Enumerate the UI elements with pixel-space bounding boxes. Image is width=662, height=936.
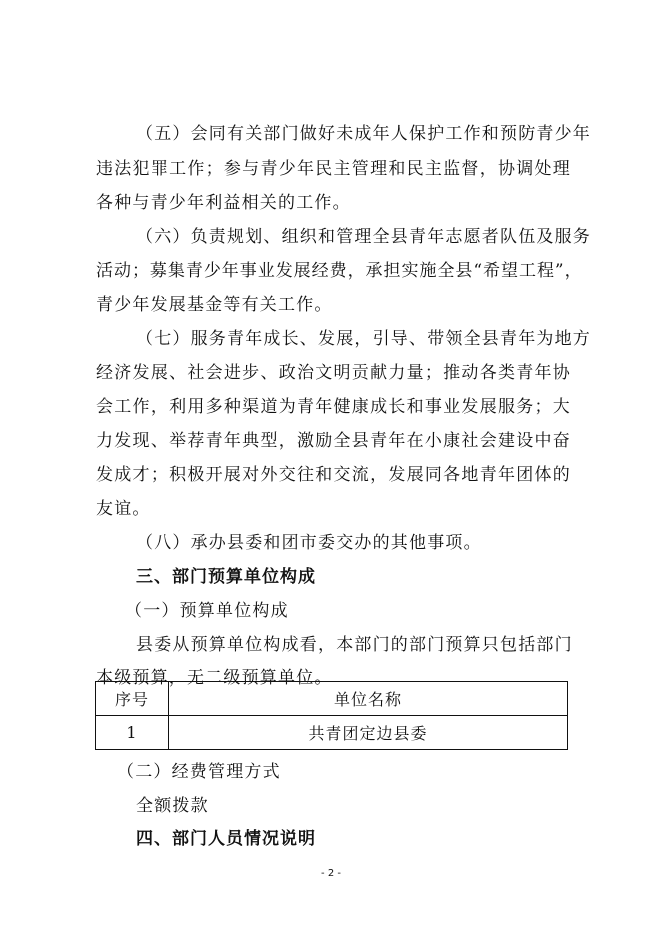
paragraph-5-line-2: 违法犯罪工作；参与青少年民主管理和民主监督，协调处理 — [96, 159, 571, 179]
table-header-row — [96, 682, 568, 716]
paragraph-6-line-3: 青少年发展基金等有关工作。 — [96, 295, 333, 315]
section-4-heading: 四、部门人员情况说明 — [136, 829, 316, 849]
subsection-1-heading: （一）预算单位构成 — [125, 601, 289, 621]
table-cell-index: 1 — [96, 716, 169, 750]
section-3-heading: 三、部门预算单位构成 — [136, 567, 316, 587]
paragraph-6-line-2: 活动；募集青少年事业发展经费，承担实施全县“希望工程”， — [96, 261, 582, 281]
subsection-2-text: 全额拨款 — [136, 796, 209, 816]
paragraph-7-line-3: 会工作，利用多种渠道为青年健康成长和事业发展服务；大 — [96, 397, 571, 417]
paragraph-7-line-1: （七）服务青年成长、发展，引导、带领全县青年为地方 — [136, 329, 591, 349]
subsection-1-text-line-1: 县委从预算单位构成看，本部门的部门预算只包括部门 — [136, 635, 573, 655]
page-number: - 2 - — [321, 868, 341, 879]
subsection-2-heading: （二）经费管理方式 — [117, 762, 281, 782]
paragraph-6-line-1: （六）负责规划、组织和管理全县青年志愿者队伍及服务 — [136, 227, 591, 247]
paragraph-7-line-6: 友谊。 — [96, 499, 151, 519]
table-header-index: 序号 — [96, 682, 169, 716]
table-header-unit-name: 单位名称 — [169, 682, 568, 716]
table-cell-unit-name: 共青团定边县委 — [169, 716, 568, 750]
paragraph-7-line-2: 经济发展、社会进步、政治文明贡献力量；推动各类青年协 — [96, 363, 571, 383]
paragraph-8: （八）承办县委和团市委交办的其他事项。 — [136, 533, 482, 553]
paragraph-5-line-3: 各种与青少年利益相关的工作。 — [96, 193, 351, 213]
paragraph-7-line-4: 力发现、举荐青年典型，激励全县青年在小康社会建设中奋 — [96, 431, 571, 451]
table-row — [96, 716, 568, 750]
paragraph-7-line-5: 发成才；积极开展对外交往和交流，发展同各地青年团体的 — [96, 465, 571, 485]
subsection-1-text-line-2: 本级预算，无二级预算单位。 — [96, 668, 333, 688]
paragraph-5-line-1: （五）会同有关部门做好未成年人保护工作和预防青少年 — [136, 124, 591, 144]
budget-units-table — [95, 681, 568, 750]
